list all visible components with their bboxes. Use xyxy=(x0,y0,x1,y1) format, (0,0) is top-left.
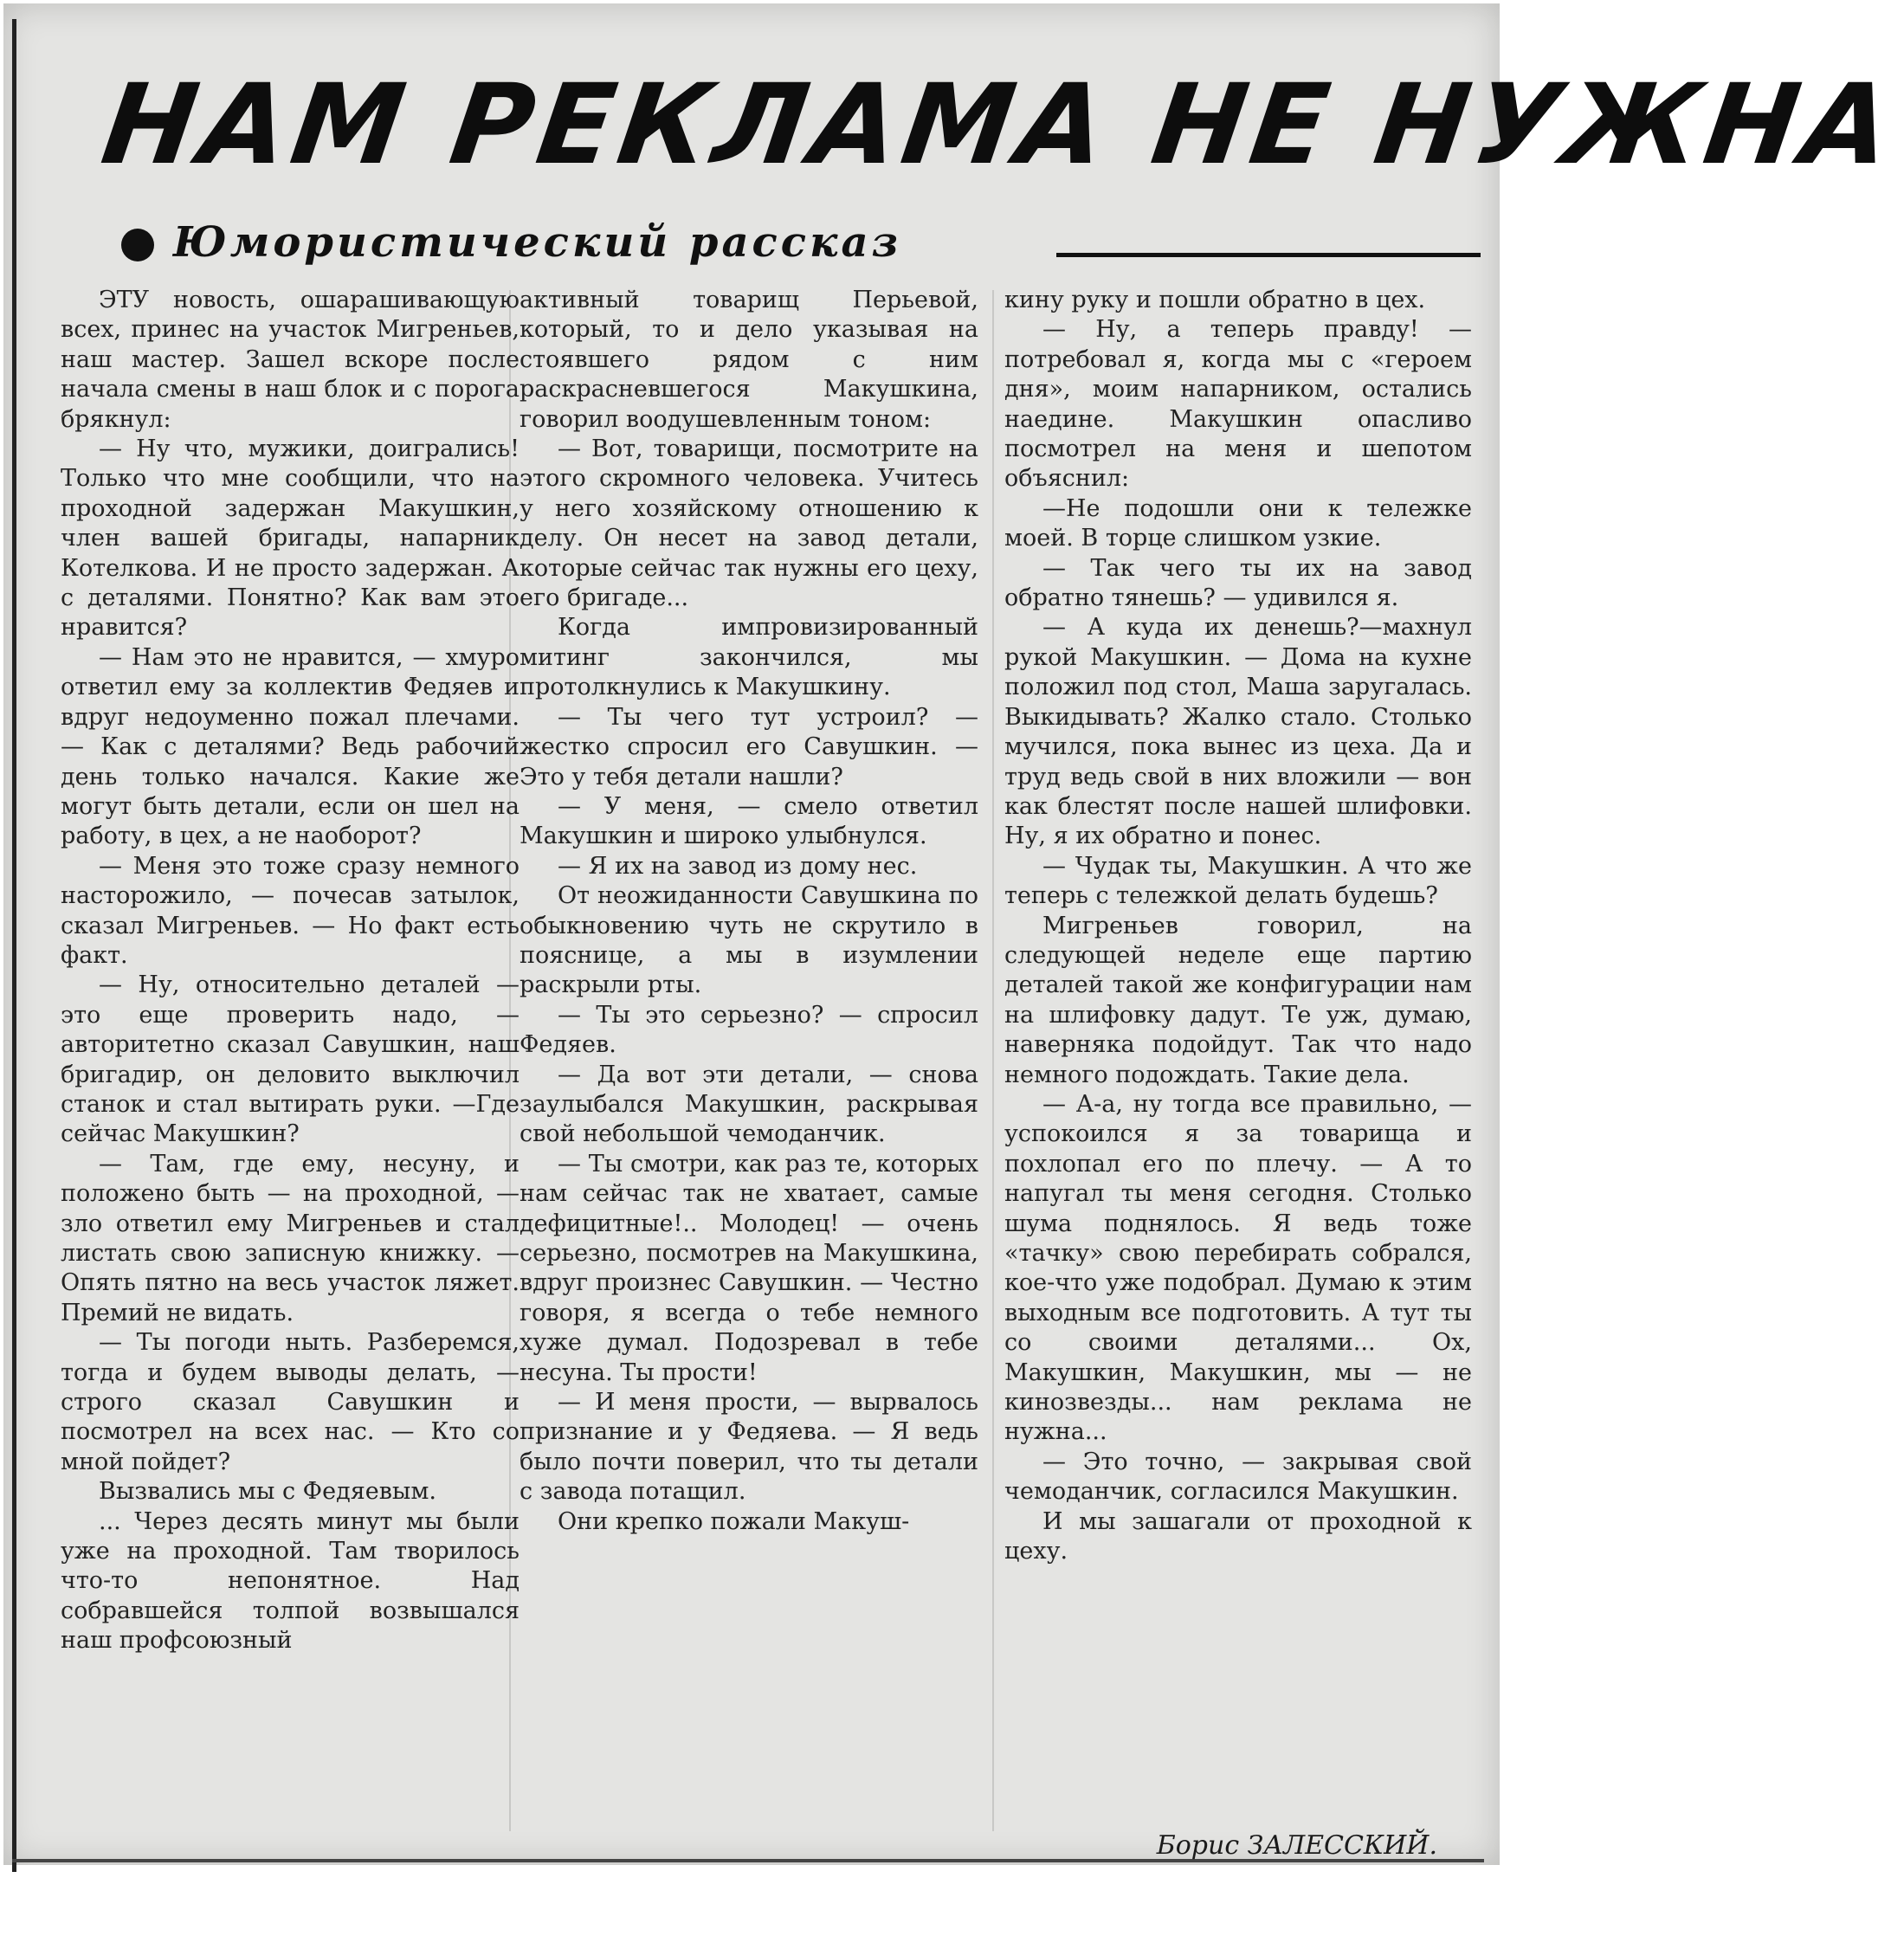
paragraph: активный товарищ Перьевой, который, то и дело указывая на стоявшего рядом с ним раскрасневшегося Макушкина, говорил воодушевленным тоном: xyxy=(520,287,978,433)
paragraph: — Ну что, мужики, доигрались! Только что мне сообщили, что на проходной задержан Макушкин, член вашей бригады, напарник Котелкова. И не просто задержан. А с деталями. Понятно? Как вам это нравится? xyxy=(61,436,520,642)
column-divider xyxy=(992,290,994,1831)
subtitle-row xyxy=(121,216,1472,268)
clipping-left-rule xyxy=(12,19,16,1872)
paragraph: — Ну, а теперь правду! — потребовал я, когда мы с «героем дня», моим напарником, остались наедине. Макушкин опасливо посмотрел на меня и шепотом объяснил: xyxy=(1004,316,1472,493)
paragraph: —Не подошли они к тележке моей. В торце слишком узкие. xyxy=(1004,494,1472,552)
paragraph: — Так чего ты их на завод обратно тянешь? — удивился я. xyxy=(1004,554,1472,612)
paragraph: — А куда их денешь?—махнул рукой Макушкин. — Дома на кухне положил под стол, Маша заругалась. Выкидывать? Жалко стало. Столько мучился, пока вынес из цеха. Да и труд ведь свой в них вложили — вон как блестят после нашей шлифовки. Ну, я их обратно и понес. xyxy=(1004,614,1472,850)
paragraph: — Ты чего тут устроил? — жестко спросил его Савушкин. — Это у тебя детали нашли? xyxy=(520,703,978,791)
paragraph: И мы зашагали от проходной к цеху. xyxy=(1004,1507,1472,1565)
bullet-icon xyxy=(121,229,154,261)
paragraph: кину руку и пошли обратно в цех. xyxy=(1004,287,1426,313)
paragraph: Когда импровизированный митинг закончился, мы протолкнулись к Макушкину. xyxy=(520,614,978,701)
paragraph: — Чудак ты, Макушкин. А что же теперь с тележкой делать будешь? xyxy=(1004,852,1472,910)
paragraph: — Ты погоди ныть. Разберемся, тогда и будем выводы делать, — строго сказал Савушкин и посмотрел на всех нас. — Кто со мной пойдет? xyxy=(61,1329,520,1475)
article-column-3 xyxy=(1004,286,1472,1836)
subtitle-rule xyxy=(1056,253,1481,257)
paragraph: — Меня это тоже сразу немного насторожило, — почесав затылок, сказал Мигреньев. — Но факт есть факт. xyxy=(61,852,520,969)
paragraph: — У меня, — смело ответил Макушкин и широко улыбнулся. xyxy=(520,792,978,850)
paragraph: Они крепко пожали Макуш- xyxy=(558,1507,910,1535)
paragraph: — Там, где ему, несуну, и положено быть — на проходной, — зло ответил ему Мигреньев и стал листать свою записную книжку. — Опять пятно на весь участок ляжет. Премий не видать. xyxy=(61,1150,520,1326)
paragraph: — Вот, товарищи, посмотрите на этого скромного человека. Учитесь у него хозяйскому отношению к делу. Он несет на завод детали, которые сейчас так нужны его цеху, его бригаде... xyxy=(520,436,978,612)
paragraph: — Ну, относительно деталей — это еще проверить надо, — авторитетно сказал Савушкин, наш бригадир, он деловито выключил станок и стал вытирать руки. —Где сейчас Макушкин? xyxy=(61,971,520,1148)
paragraph: — А-а, ну тогда все правильно, — успокоился я за товарища и похлопал его по плечу. — А то напугал ты меня сегодня. Столько шума поднялось. Я ведь тоже «тачку» свою перебирать собрался, кое-что уже подобрал. Думаю к этим выходным все подготовить. А тут ты со своими деталями... Ох, Макушкин, Макушкин, мы — не кинозвезды... нам реклама не нужна... xyxy=(1004,1090,1472,1446)
paragraph: Мигреньев говорил, на следующей неделе еще партию деталей такой же конфигурации нам на шлифовку дадут. Те уж, думаю, наверняка подойдут. Так что надо немного подождать. Такие дела. xyxy=(1004,912,1472,1088)
article-column-1 xyxy=(61,286,520,1836)
paragraph: — Ты смотри, как раз те, которых нам сейчас так не хватает, самые дефицитные!.. Молодец! — очень серьезно, посмотрев на Макушкина, вдруг произнес Савушкин. — Честно говоря, я всегда о тебе немного хуже думал. Подозревал в тебе несуна. Ты прости! xyxy=(520,1150,978,1386)
paragraph: — И меня прости, — вырвалось признание и у Федяева. — Я ведь было почти поверил, что ты детали с завода потащил. xyxy=(520,1389,978,1506)
paragraph: От неожиданности Савушкина по обыкновению чуть не скрутило в пояснице, а мы в изумлении раскрыли рты. xyxy=(520,882,978,999)
paragraph: Вызвались мы с Федяевым. xyxy=(99,1478,436,1506)
paragraph: ... Через десять минут мы были уже на проходной. Там творилось что-то непонятное. Над собравшейся толпой возвышался наш профсоюзный xyxy=(61,1507,520,1655)
author-byline: Борис ЗАЛЕССКИЙ. xyxy=(1156,1830,1437,1861)
paragraph: — Ты это серьезно? — спросил Федяев. xyxy=(520,1001,978,1059)
paragraph: — Я их на завод из дому нес. xyxy=(558,852,918,880)
article-headline: НАМ РЕКЛАМА НЕ НУЖНА xyxy=(94,61,1904,190)
article-subtitle: Юмористический рассказ xyxy=(173,218,902,267)
paragraph: ЭТУ новость, ошарашивающую всех, принес на участок Мигреньев, наш мастер. Зашел вскоре после начала смены в наш блок и с порога брякнул: xyxy=(61,287,520,433)
article-column-2 xyxy=(520,286,978,1836)
paragraph: — Да вот эти детали, — снова заулыбался Макушкин, раскрывая свой небольшой чемоданчик. xyxy=(520,1061,978,1148)
paragraph: — Это точно, — закрывая свой чемоданчик, согласился Макушкин. xyxy=(1004,1448,1472,1506)
paragraph: — Нам это не нравится, — хмуро ответил ему за коллектив Федяев и вдруг недоуменно пожал плечами. — Как с деталями? Ведь рабочий день только начался. Какие же могут быть детали, если он шел на работу, в цех, а не наоборот? xyxy=(61,643,520,850)
